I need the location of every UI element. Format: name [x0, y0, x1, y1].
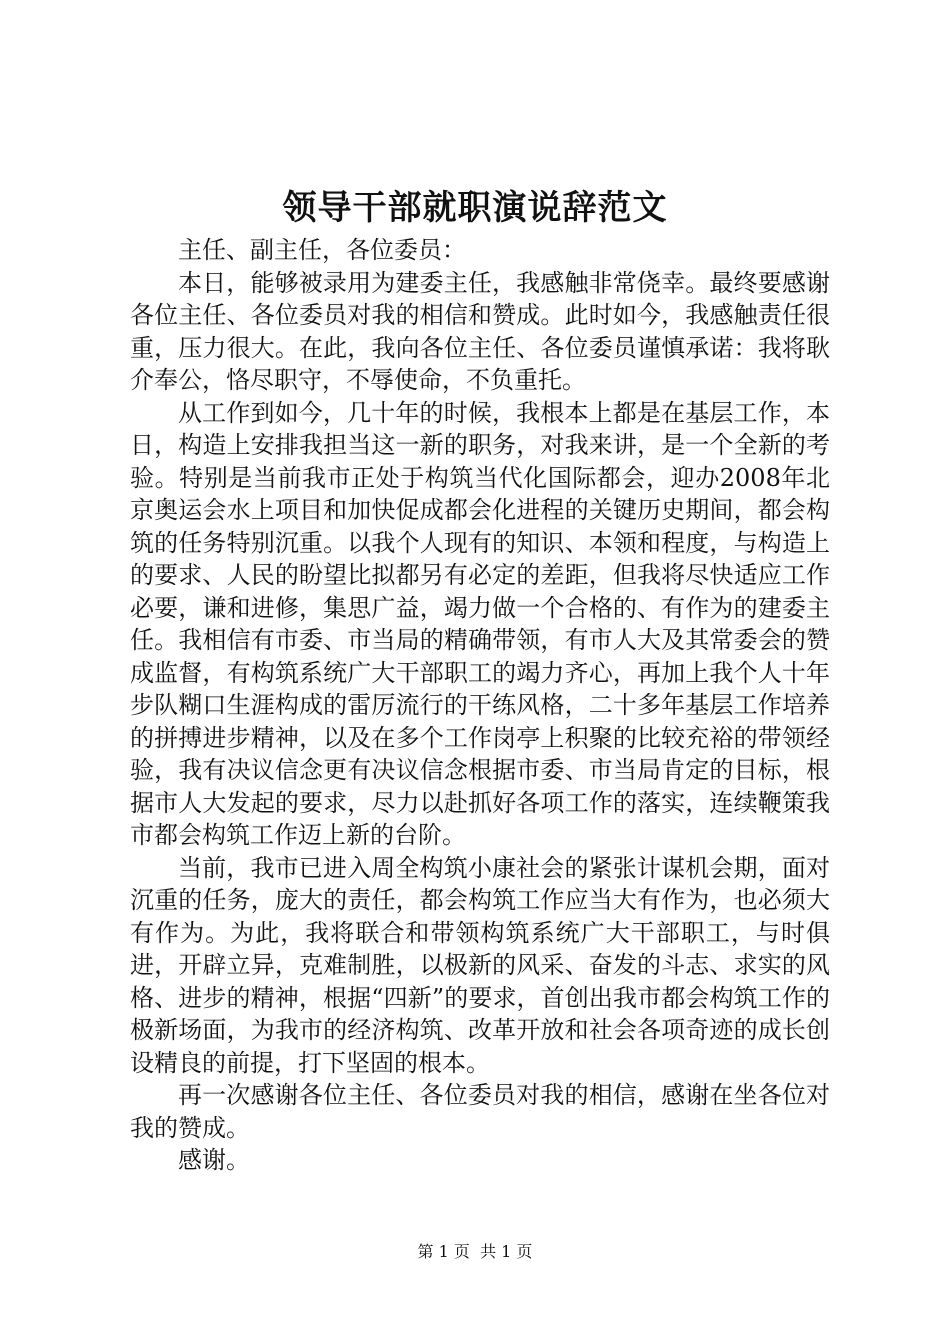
document-body [130, 234, 830, 1177]
salutation: 主任、副主任，各位委员： [178, 236, 466, 264]
page-footer [0, 1241, 950, 1263]
page-number: 第 1 页 共 1 页 [417, 1242, 533, 1261]
paragraph-2: 从工作到如今，几十年的时候，我根本上都是在基层工作，本日，构造上安排我担当这一新的职务，对我来讲，是一个全新的考验。特别是当前我市正处于构筑当代化国际都会，迎办2008年北京奥运会水上项目和加快促成都会化进程的关键历史期间，都会构筑的任务特别沉重。以我个人现有的知识、本领和程度，与构造上的要求、人民的盼望比拟都另有必定的差距，但我将尽快适应工作必要，谦和进修，集思广益，竭力做一个合格的、有作为的建委主任。我相信有市委、市当局的精确带领，有市人大及其常委会的赞成监督，有构筑系统广大干部职工的竭力齐心，再加上我个人十年步队糊口生涯构成的雷厉流行的干练风格，二十多年基层工作培养的拼搏进步精神，以及在多个工作岗亭上积聚的比较充裕的带领经验，我有决议信念更有决议信念根据市委、市当局肯定的目标，根据市人大发起的要求，尽力以赴抓好各项工作的落实，连续鞭策我市都会构筑工作迈上新的台阶。 [130, 398, 830, 849]
paragraph-4: 再一次感谢各位主任、各位委员对我的相信，感谢在坐各位对我的赞成。 [130, 1081, 830, 1142]
paragraph-1: 本日，能够被录用为建委主任，我感触非常侥幸。最终要感谢各位主任、各位委员对我的相信和赞成。此时如今，我感触责任很重，压力很大。在此，我向各位主任、各位委员谨慎承诺：我将耿介奉公，恪尽职守，不辱使命，不负重托。 [130, 268, 830, 394]
document-title: 领导干部就职演说辞范文 [282, 188, 668, 228]
paragraph-3: 当前，我市已进入周全构筑小康社会的紧张计谋机会期，面对沉重的任务，庞大的责任，都会构筑工作应当大有作为，也必须大有作为。为此，我将联合和带领构筑系统广大干部职工，与时俱进，开辟立异，克难制胜，以极新的风采、奋发的斗志、求实的风格、进步的精神，根据“四新”的要求，首创出我市都会构筑工作的极新场面，为我市的经济构筑、改革开放和社会各项奇迹的成长创设精良的前提，打下坚固的根本。 [130, 853, 830, 1077]
closing: 感谢。 [178, 1146, 250, 1174]
